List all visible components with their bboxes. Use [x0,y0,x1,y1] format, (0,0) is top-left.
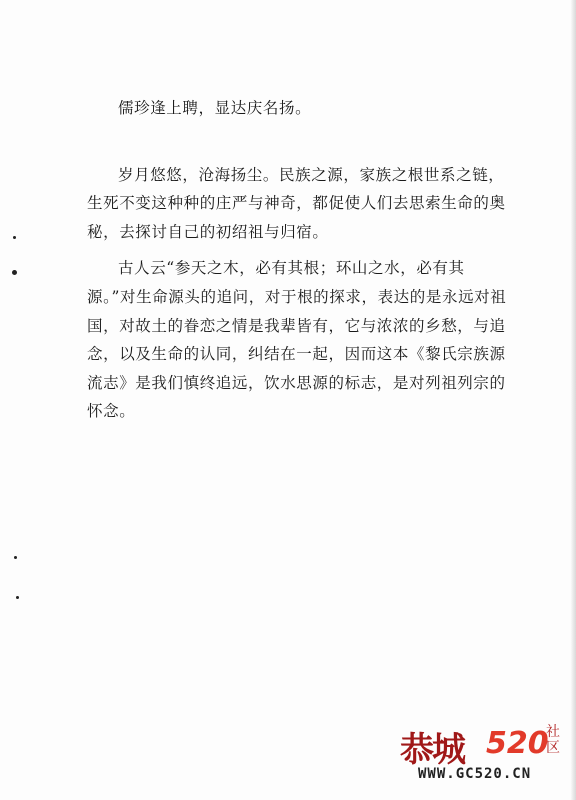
watermark-number: 520 [486,726,549,761]
paragraph-verse: 儒珍逢上聘，显达庆名扬。 [118,99,312,117]
scan-edge [570,0,576,800]
watermark-chinese: 恭城 [400,730,464,770]
scan-speck [13,236,16,239]
scan-speck [14,556,17,559]
scan-speck [12,270,17,275]
paragraph-years: 岁月悠悠，沧海扬尘。民族之源，家族之根世系之链，生死不变这种种的庄严与神奇，都促使人们去思索生命的奥秘，去探讨自己的初绍祖与归宿。 [87,165,506,241]
site-watermark [400,722,572,792]
body-text [87,94,507,426]
paragraph-ancients: 古人云“参天之木，必有其根；环山之水，必有其源。”对生命源头的追问，对于根的探求，表达的是永远对祖国，对故土的眷恋之情是我辈皆有，它与浓浓的乡愁，与追念，以及生命的认同，纠结在一起，因而这本《黎氏宗族源流志》是我们慎终追远，饮水思源的标志，是对列祖列宗的怀念。 [87,259,507,421]
watermark-url: WWW.GC520.CN [418,766,532,782]
watermark-tag: 社区 [546,724,560,756]
scan-speck [16,596,19,599]
